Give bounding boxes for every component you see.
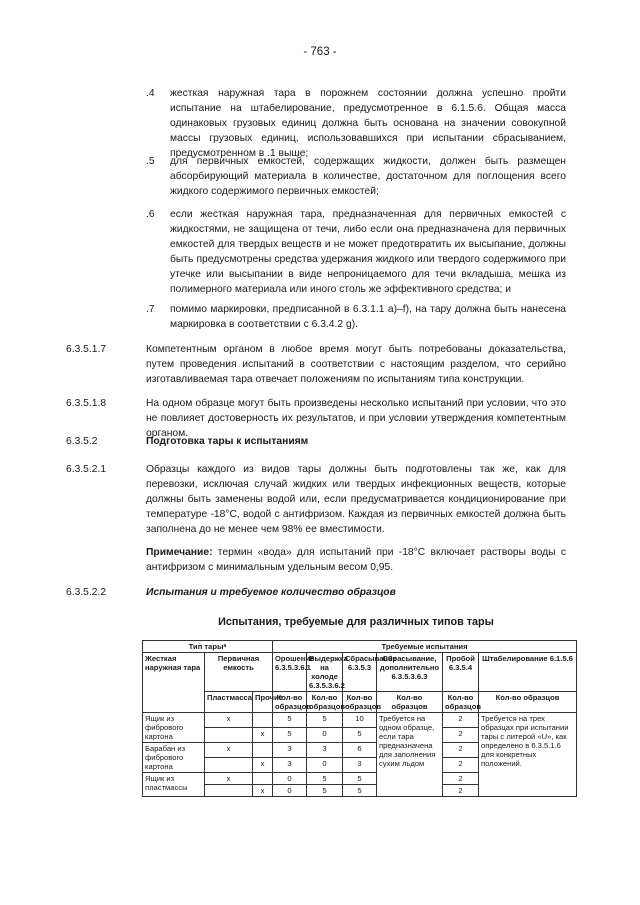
tests-table <box>142 640 577 797</box>
paragraph-number: 6.3.5.2 <box>66 436 98 447</box>
header-drop: Сбрасывание 6.3.5.3 <box>343 653 377 692</box>
paragraph-text: Образцы каждого из видов тары должны быть подготовлены так же, как для перевозки, исключая случай жидких или твердых инфекционных веществ, которые должны быть заменены водой или, если предусматривается кондиционирование при температуре -18°С, водой с антифризом. Каждая из первичных емкостей должна быть заполнена до не менее чем 98% ее вместимости. <box>146 464 566 535</box>
header-sample-count: Кол-во образцов <box>443 692 479 713</box>
table-title: Испытания, требуемые для различных типов тары <box>218 616 494 628</box>
cell-drop: 5 <box>343 773 377 785</box>
cell-drop: 10 <box>343 713 377 728</box>
paragraph-6-3-5-2-1 <box>66 462 566 537</box>
paragraph-number: 6.3.5.2.2 <box>66 587 107 598</box>
cell-other: x <box>253 728 273 743</box>
subitem-7 <box>146 302 566 332</box>
cell-pierce: 2 <box>443 713 479 728</box>
subitem-text: помимо маркировки, предписанной в 6.3.1.1 a)–f), на тару должна быть нанесена маркировка в соответствии с 6.3.4.2 g). <box>170 304 566 330</box>
header-plastic: Пластмасса <box>205 692 253 713</box>
subitem-text: жесткая наружная тара в порожнем состоянии должна успешно пройти испытание на штабелирование, предусмотренное в 6.1.5.6. Общая масса одинаковых грузовых единиц должна быть основана на значении совокупной массы грузовых единиц, использовавшихся при испытании сбрасыванием, предусмотренном в .1 выше; <box>170 88 566 159</box>
cell-cold: 3 <box>307 743 343 758</box>
cell-plastic <box>205 785 253 797</box>
table-header-row <box>143 641 577 653</box>
cell-plastic: x <box>205 773 253 785</box>
cell-spray: 3 <box>273 743 307 758</box>
subitem-marker: .6 <box>146 209 155 220</box>
subitem-5 <box>146 154 566 199</box>
cell-cold: 5 <box>307 773 343 785</box>
header-required-tests: Требуемые испытания <box>273 641 577 653</box>
header-cold: Выдержка на холоде 6.3.5.3.6.2 <box>307 653 343 692</box>
cell-outer: Ящик из пластмассы <box>143 773 205 797</box>
cell-other <box>253 743 273 758</box>
cell-plastic <box>205 758 253 773</box>
cell-cold: 5 <box>307 713 343 728</box>
cell-pierce: 2 <box>443 773 479 785</box>
header-sample-count: Кол-во образцов <box>273 692 307 713</box>
subitem-text: если жесткая наружная тара, предназначенная для первичных емкостей с жидкостями, не защищена от течи, либо если она предназначена для первичных емкостей для твердых веществ и не может предотвратить их высыпание, должны быть предусмотрены средства удержания жидкого или твердого содержимого при утечке или высыпании в виде непроницаемого для течи вкладыша, мешка из полимерного материала или иного столь же эффективного средства; и <box>170 209 566 295</box>
cell-stacking-note: Требуется на трех образцах при испытании тары с литерой «U», как определено в 6.3.5.1.6 для конкретных положений. <box>479 713 577 797</box>
header-pierce: Пробой 6.3.5.4 <box>443 653 479 692</box>
cell-plastic <box>205 728 253 743</box>
cell-outer: Ящик из фибрового картона <box>143 713 205 743</box>
cell-other: x <box>253 785 273 797</box>
header-package-type: Тип тарыᵃ <box>143 641 273 653</box>
header-sample-count: Кол-во образцов <box>307 692 343 713</box>
cell-plastic: x <box>205 713 253 728</box>
subitem-marker: .5 <box>146 156 155 167</box>
cell-outer: Барабан из фибрового картона <box>143 743 205 773</box>
header-spray: Орошение 6.3.5.3.6.1 <box>273 653 307 692</box>
paragraph-number: 6.3.5.2.1 <box>66 464 107 475</box>
paragraph-text: На одном образце могут быть произведены несколько испытаний при условии, что это не повлияет достоверность их результатов, и при условии утверждения компетентным органом. <box>146 398 566 439</box>
table-row <box>143 713 577 728</box>
cell-pierce: 2 <box>443 728 479 743</box>
header-drop-additional: Сбрасывание, дополнительно 6.3.5.3.6.3 <box>377 653 443 692</box>
subitem-marker: .4 <box>146 88 155 99</box>
cell-pierce: 2 <box>443 743 479 758</box>
cell-cold: 0 <box>307 758 343 773</box>
cell-pierce: 2 <box>443 758 479 773</box>
header-primary-receptacle: Первичная емкость <box>205 653 273 692</box>
cell-drop: 3 <box>343 758 377 773</box>
cell-pierce: 2 <box>443 785 479 797</box>
cell-plastic: x <box>205 743 253 758</box>
cell-spray: 5 <box>273 713 307 728</box>
cell-drop: 5 <box>343 785 377 797</box>
page-number: - 763 - <box>303 46 337 58</box>
paragraph-text: Компетентным органом в любое время могут быть потребованы доказательства, путем проведения испытаний в соответствии с настоящим разделом, что серийно изготавливаемая тара отвечает положениям по испытаниям типа конструкции. <box>146 344 566 385</box>
section-heading: Испытания и требуемое количество образцов <box>146 587 396 598</box>
header-other: Прочие <box>253 692 273 713</box>
cell-drop: 6 <box>343 743 377 758</box>
cell-spray: 3 <box>273 758 307 773</box>
paragraph-6-3-5-1-7 <box>66 342 566 387</box>
cell-other: x <box>253 758 273 773</box>
header-sample-count: Кол-во образцов <box>377 692 443 713</box>
subitem-4 <box>146 86 566 161</box>
cell-cold: 0 <box>307 728 343 743</box>
paragraph-number: 6.3.5.1.8 <box>66 398 107 409</box>
note-label: Примечание: <box>146 547 213 558</box>
cell-spray: 0 <box>273 773 307 785</box>
cell-spray: 5 <box>273 728 307 743</box>
cell-cold: 5 <box>307 785 343 797</box>
note <box>146 545 566 575</box>
paragraph-number: 6.3.5.1.7 <box>66 344 107 355</box>
note-text: термин «вода» для испытаний при -18°С включает растворы воды с антифризом с минимальным удельным весом 0,95. <box>146 547 566 573</box>
header-outer-packaging: Жесткая наружная тара <box>143 653 205 713</box>
header-stacking: Штабелирование 6.1.5.6 <box>479 653 577 692</box>
table-header-row <box>143 692 577 713</box>
header-sample-count: Кол-во образцов <box>343 692 377 713</box>
section-heading-6-3-5-2-2 <box>66 585 566 600</box>
subitem-text: для первичных емкостей, содержащих жидкости, должен быть размещен абсорбирующий материала в количестве, достаточном для поглощения всего жидкого содержимого первичных емкостей; <box>170 156 566 197</box>
subitem-marker: .7 <box>146 304 155 315</box>
cell-drop-additional-note: Требуется на одном образце, если тара предназначена для заполнения сухим льдом <box>377 713 443 797</box>
section-heading-6-3-5-2 <box>66 434 566 449</box>
cell-spray: 0 <box>273 785 307 797</box>
section-heading: Подготовка тары к испытаниям <box>146 436 309 447</box>
cell-drop: 5 <box>343 728 377 743</box>
cell-other <box>253 773 273 785</box>
header-sample-count: Кол-во образцов <box>479 692 577 713</box>
subitem-6 <box>146 207 566 297</box>
table-header-row <box>143 653 577 692</box>
cell-other <box>253 713 273 728</box>
